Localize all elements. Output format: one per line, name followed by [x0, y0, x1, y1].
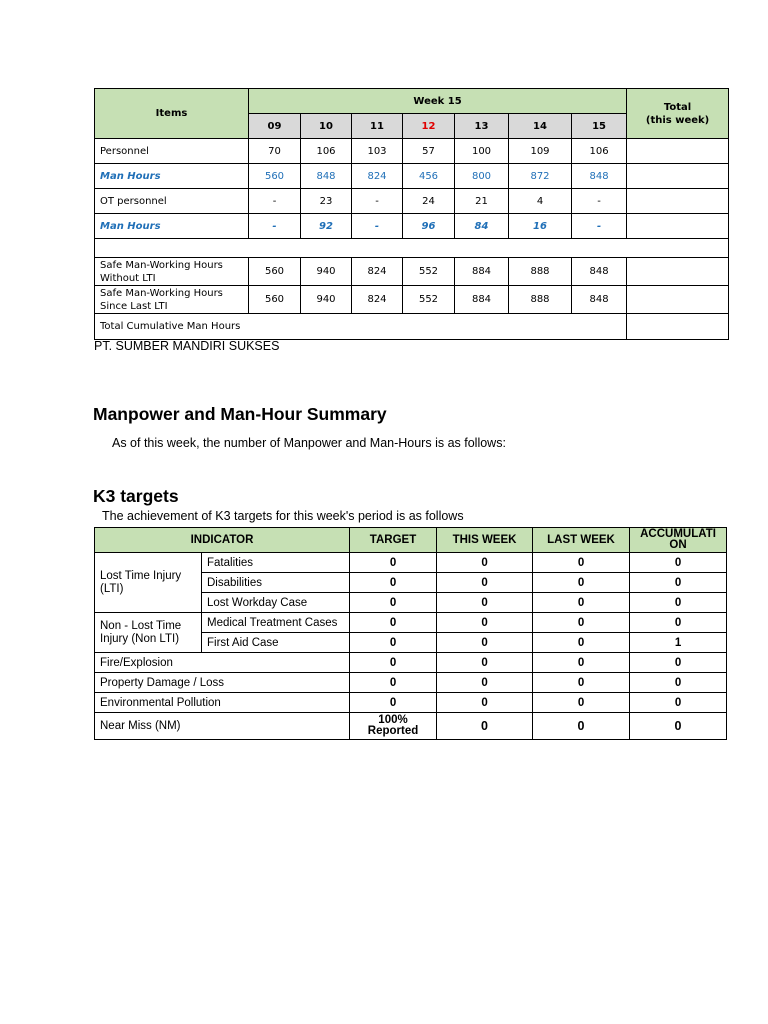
lti-group-label [95, 553, 202, 613]
cell-value: - [572, 189, 627, 214]
total-cell [627, 258, 729, 286]
cumulative-total [627, 314, 729, 340]
manpower-heading: Manpower and Man-Hour Summary [93, 404, 387, 424]
cell-value: 552 [403, 258, 455, 286]
target-value: 0 [350, 673, 437, 693]
day-header-highlight: 12 [403, 114, 455, 139]
cell-value: - [352, 189, 403, 214]
row-label: OT personnel [95, 189, 249, 214]
cell-value: - [249, 214, 301, 239]
day-header: 15 [572, 114, 627, 139]
indicator-label: Near Miss (NM) [95, 713, 350, 740]
row-label [95, 286, 249, 314]
row-label: Man Hours [95, 164, 249, 189]
table-row [95, 314, 729, 340]
target-value: 0 [350, 693, 437, 713]
cell-value: 940 [301, 286, 352, 314]
last-week-value: 0 [533, 553, 630, 573]
last-week-value: 0 [533, 593, 630, 613]
day-header: 13 [455, 114, 509, 139]
target-value: 0 [350, 593, 437, 613]
day-header: 09 [249, 114, 301, 139]
cell-value: 560 [249, 286, 301, 314]
target-value: 0 [350, 573, 437, 593]
accumulation-value: 0 [630, 653, 727, 673]
total-cell [627, 214, 729, 239]
accumulation-value: 0 [630, 573, 727, 593]
row-label: Man Hours [95, 214, 249, 239]
cell-value: 884 [455, 258, 509, 286]
company-name: PT. SUMBER MANDIRI SUKSES [94, 339, 280, 353]
cumulative-label: Total Cumulative Man Hours [95, 314, 627, 340]
last-week-header: LAST WEEK [533, 528, 630, 553]
this-week-value: 0 [437, 573, 533, 593]
this-week-header: THIS WEEK [437, 528, 533, 553]
target-header: TARGET [350, 528, 437, 553]
table-row [95, 189, 729, 214]
indicator-label: Lost Workday Case [202, 593, 350, 613]
cell-value: 940 [301, 258, 352, 286]
cell-value: 92 [301, 214, 352, 239]
lti-group-line2: (LTI) [100, 582, 124, 595]
target-line2: Reported [367, 725, 419, 737]
cell-value: 888 [509, 258, 572, 286]
row-label-line2: Since Last LTI [100, 300, 168, 312]
this-week-value: 0 [437, 593, 533, 613]
cell-value: 4 [509, 189, 572, 214]
cell-value: 100 [455, 139, 509, 164]
cell-value: 23 [301, 189, 352, 214]
accumulation-value: 0 [630, 613, 727, 633]
this-week-value: 0 [437, 653, 533, 673]
day-header: 14 [509, 114, 572, 139]
row-label-line1: Safe Man-Working Hours [100, 259, 223, 271]
table-row [95, 693, 727, 713]
accumulation-value: 0 [630, 693, 727, 713]
indicator-label: First Aid Case [202, 633, 350, 653]
cell-value: 16 [509, 214, 572, 239]
total-header-line1: Total [663, 101, 692, 113]
cell-value: 103 [352, 139, 403, 164]
this-week-value: 0 [437, 613, 533, 633]
this-week-value: 0 [437, 633, 533, 653]
table-row [95, 553, 727, 573]
k3-description: The achievement of K3 targets for this week's period is as follows [102, 509, 464, 523]
this-week-value: 0 [437, 673, 533, 693]
indicator-header: INDICATOR [95, 528, 350, 553]
total-cell [627, 189, 729, 214]
table-row [95, 286, 729, 314]
k3-heading: K3 targets [93, 486, 179, 506]
indicator-label: Medical Treatment Cases [202, 613, 350, 633]
week-header: Week 15 [249, 89, 627, 114]
cell-value: 109 [509, 139, 572, 164]
day-header: 11 [352, 114, 403, 139]
lti-group-line1: Lost Time Injury [100, 569, 182, 582]
cell-value: 872 [509, 164, 572, 189]
manpower-description: As of this week, the number of Manpower and Man-Hours is as follows: [112, 436, 506, 450]
cell-value: 848 [572, 164, 627, 189]
target-line1: 100% [378, 714, 408, 726]
target-value [350, 713, 437, 740]
spacer-row [95, 239, 729, 258]
cell-value: 84 [455, 214, 509, 239]
last-week-value: 0 [533, 633, 630, 653]
row-label-line1: Safe Man-Working Hours [100, 287, 223, 299]
cell-value: 560 [249, 258, 301, 286]
cell-value: 96 [403, 214, 455, 239]
non-lti-group-line2: Injury (Non LTI) [100, 632, 180, 645]
accumulation-header-line2: ON [669, 539, 687, 551]
cell-value: 848 [572, 258, 627, 286]
last-week-value: 0 [533, 693, 630, 713]
table-row [95, 613, 727, 633]
cell-value: 70 [249, 139, 301, 164]
table-row [95, 214, 729, 239]
last-week-value: 0 [533, 673, 630, 693]
total-cell [627, 164, 729, 189]
day-header: 10 [301, 114, 352, 139]
accumulation-header [630, 528, 727, 553]
this-week-value: 0 [437, 713, 533, 740]
indicator-label: Fire/Explosion [95, 653, 350, 673]
last-week-value: 0 [533, 573, 630, 593]
accumulation-value: 0 [630, 553, 727, 573]
items-header: Items [95, 89, 249, 139]
cell-value: 800 [455, 164, 509, 189]
cell-value: - [572, 214, 627, 239]
last-week-value: 0 [533, 613, 630, 633]
table-row [95, 673, 727, 693]
accumulation-value: 0 [630, 713, 727, 740]
accumulation-value: 0 [630, 673, 727, 693]
indicator-label: Fatalities [202, 553, 350, 573]
cell-value: 824 [352, 286, 403, 314]
table-row [95, 164, 729, 189]
total-header [627, 89, 729, 139]
target-value: 0 [350, 613, 437, 633]
accumulation-value: 0 [630, 593, 727, 613]
total-cell [627, 286, 729, 314]
cell-value: 106 [301, 139, 352, 164]
row-label: Personnel [95, 139, 249, 164]
k3-table [94, 527, 727, 740]
manpower-table [94, 88, 729, 340]
non-lti-group-line1: Non - Lost Time [100, 619, 182, 632]
total-header-line2: (this week) [645, 114, 710, 126]
cell-value: 21 [455, 189, 509, 214]
accumulation-value: 1 [630, 633, 727, 653]
indicator-label: Property Damage / Loss [95, 673, 350, 693]
row-label-line2: Without LTI [100, 272, 156, 284]
cell-value: 552 [403, 286, 455, 314]
cell-value: 848 [301, 164, 352, 189]
cell-value: 888 [509, 286, 572, 314]
this-week-value: 0 [437, 693, 533, 713]
cell-value: 24 [403, 189, 455, 214]
indicator-label: Environmental Pollution [95, 693, 350, 713]
row-label [95, 258, 249, 286]
cell-value: 884 [455, 286, 509, 314]
cell-value: 848 [572, 286, 627, 314]
cell-value: 106 [572, 139, 627, 164]
cell-value: - [352, 214, 403, 239]
target-value: 0 [350, 653, 437, 673]
last-week-value: 0 [533, 653, 630, 673]
cell-value: - [249, 189, 301, 214]
cell-value: 456 [403, 164, 455, 189]
last-week-value: 0 [533, 713, 630, 740]
table-row [95, 258, 729, 286]
cell-value: 824 [352, 258, 403, 286]
target-value: 0 [350, 633, 437, 653]
total-cell [627, 139, 729, 164]
indicator-label: Disabilities [202, 573, 350, 593]
cell-value: 57 [403, 139, 455, 164]
table-row [95, 713, 727, 740]
target-value: 0 [350, 553, 437, 573]
table-row [95, 139, 729, 164]
accumulation-header-line1: ACCUMULATI [640, 528, 716, 540]
cell-value: 824 [352, 164, 403, 189]
table-row [95, 653, 727, 673]
cell-value: 560 [249, 164, 301, 189]
non-lti-group-label [95, 613, 202, 653]
this-week-value: 0 [437, 553, 533, 573]
